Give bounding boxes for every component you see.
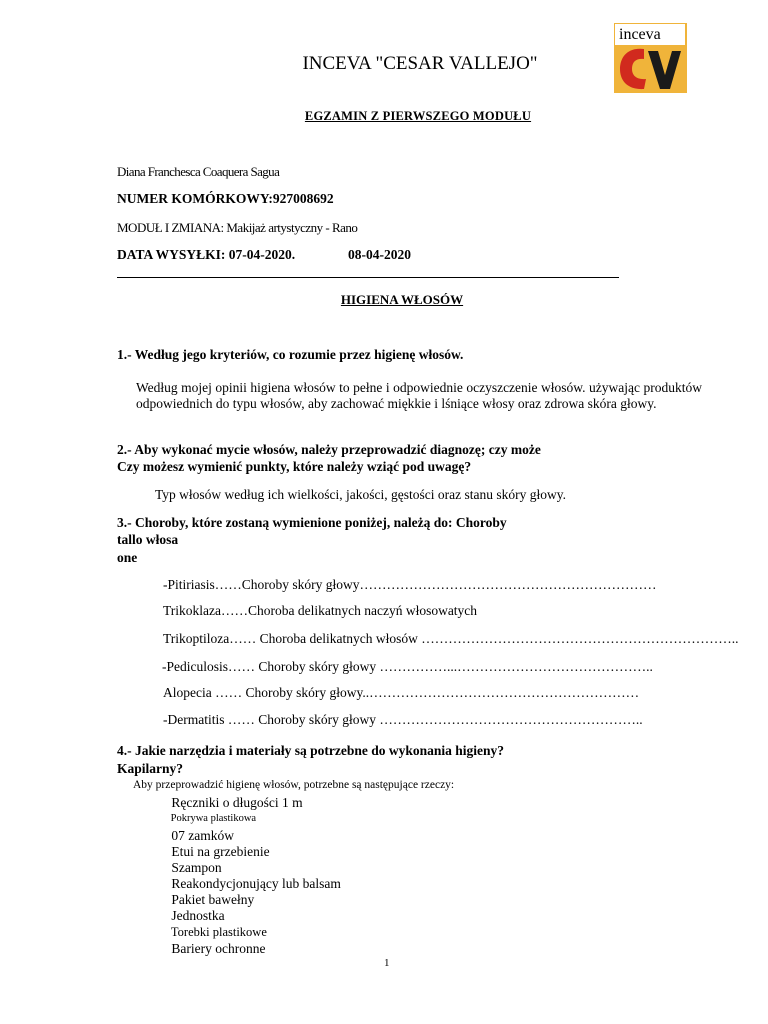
question-1: 1.- Według jego kryteriów, co rozumie przez higienę włosów. — [117, 347, 464, 362]
question-3-line-2: tallo włosa — [117, 532, 179, 547]
answer-1: Według mojej opinii higiena włosów to pełne i odpowiednie oczyszczenie włosów. używając produktów odpowiednich do typu włosów, aby zachować miękkie i lśniące włosy oraz zdrowa skóra głowy. — [136, 380, 702, 411]
material-item: Pokrywa plastikowa — [170, 813, 257, 824]
module-value: Makijaż artystyczny - Rano — [223, 220, 358, 235]
question-2-line-1: 2.- Aby wykonać mycie włosów, należy przeprowadzić diagnozę; czy może — [117, 442, 541, 457]
material-item: Bariery ochronne — [171, 941, 266, 956]
material-item: 07 zamków — [171, 828, 234, 843]
page-number: 1 — [384, 957, 390, 969]
send-date-second: 08-04-2020 — [348, 247, 411, 262]
answer-2: Typ włosów według ich wielkości, jakości, gęstości oraz stanu skóry głowy. — [155, 487, 566, 502]
disease-item: Alopecia …… Choroby skóry głowy..…………………………………………………… — [163, 685, 640, 700]
disease-item: Trikoklaza……Choroba delikatnych naczyń włosowatych — [163, 603, 478, 618]
question-2-line-2: Czy możesz wymienić punkty, które należy wziąć pod uwagę? — [117, 459, 472, 474]
material-item: Pakiet bawełny — [171, 892, 255, 907]
material-item: Etui na grzebienie — [171, 844, 270, 859]
materials-intro: Aby przeprowadzić higienę włosów, potrzebne są następujące rzeczy: — [133, 779, 455, 791]
module-info — [117, 220, 357, 236]
material-item: Reakondycjonujący lub balsam — [171, 876, 341, 891]
inceva-logo — [614, 23, 687, 93]
logo-text: inceva — [615, 24, 685, 45]
question-4-line-1: 4.- Jakie narzędzia i materiały są potrzebne do wykonania higieny? — [117, 743, 504, 758]
disease-item: -Pitiriasis……Choroby skóry głowy………………………………………………………… — [163, 577, 657, 592]
question-3-line-1: 3.- Choroby, które zostaną wymienione poniżej, należą do: Choroby — [117, 515, 507, 530]
horizontal-rule — [117, 277, 619, 278]
section-title — [0, 292, 768, 308]
exam-subtitle: EGZAMIN Z PIERWSZEGO MODUŁU — [304, 109, 532, 123]
student-name: Diana Franchesca Coaquera Sagua — [117, 164, 280, 179]
section-title-text: HIGIENA WŁOSÓW — [340, 292, 464, 307]
disease-item: -Dermatitis …… Choroby skóry głowy ………………………………………………….. — [163, 712, 643, 727]
question-4-line-2: Kapilarny? — [117, 761, 184, 776]
material-item: Jednostka — [171, 908, 225, 923]
disease-item: -Pediculosis…… Choroby skóry głowy ……………...…………………………………….. — [162, 659, 653, 674]
send-date: DATA WYSYŁKI: 07-04-2020. — [117, 247, 296, 262]
module-label: MODUŁ I ZMIANA: — [117, 220, 224, 235]
material-item: Ręczniki o długości 1 m — [171, 795, 303, 810]
material-item: Torebki plastikowe — [170, 925, 267, 939]
material-item: Szampon — [171, 860, 222, 875]
question-3-line-3: one — [117, 550, 138, 565]
document-title: INCEVA "CESAR VALLEJO" — [302, 53, 538, 74]
phone-number: NUMER KOMÓRKOWY:927008692 — [117, 191, 334, 206]
disease-item: Trikoptiloza…… Choroba delikatnych włosów …………………………………………………………….. — [163, 631, 739, 646]
